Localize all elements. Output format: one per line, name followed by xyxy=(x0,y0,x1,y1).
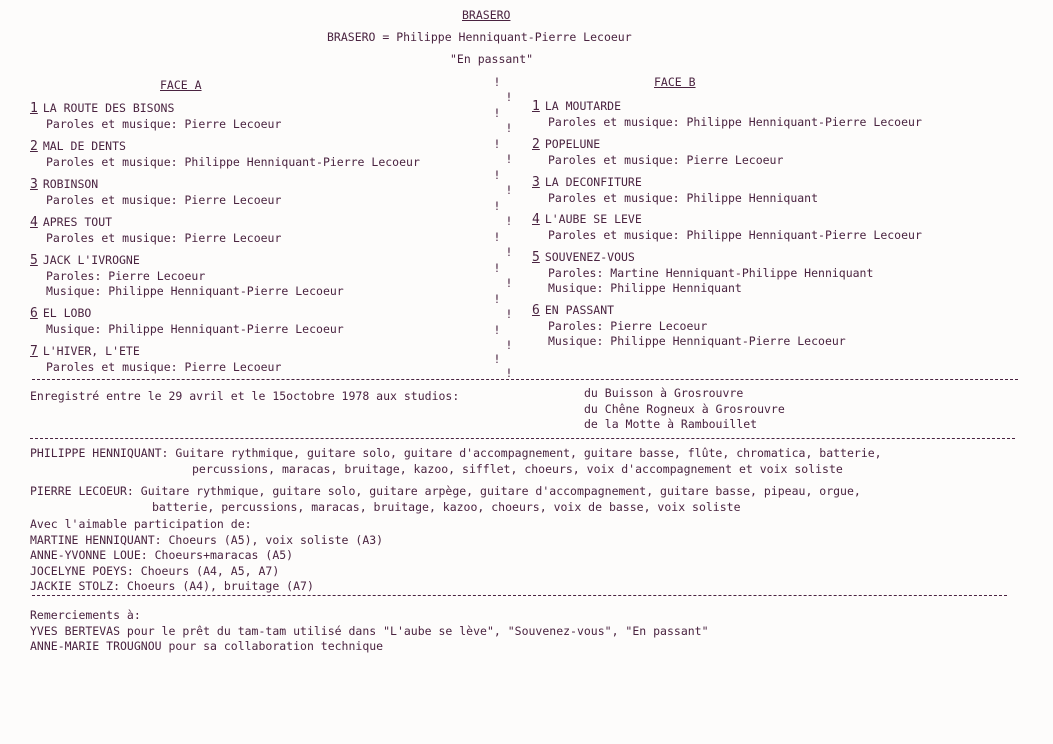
column-divider-mark: ! xyxy=(493,137,501,151)
recording-dates: Enregistré entre le 29 avril et le 15octobre 1978 aux studios: xyxy=(30,389,460,403)
track-credit: Paroles et musique: Pierre Lecoeur xyxy=(46,230,282,245)
column-divider-mark: ! xyxy=(505,121,513,135)
dashed-divider xyxy=(32,595,1007,596)
column-divider-mark: ! xyxy=(493,106,501,120)
column-divider-mark: ! xyxy=(505,214,513,228)
track-number: 3 xyxy=(30,177,38,192)
track-credit: Paroles et musique: Pierre Lecoeur xyxy=(46,359,282,374)
track-b6 xyxy=(532,303,846,350)
track-number: 6 xyxy=(532,303,540,318)
track-a4 xyxy=(30,215,281,246)
column-divider-mark: ! xyxy=(493,323,501,337)
track-a3 xyxy=(30,177,281,208)
thanks-line: YVES BERTEVAS pour le prêt du tam-tam utilisé dans "L'aube se lève", "Souvenez-vous", "En passant" xyxy=(30,623,709,638)
track-credit: Paroles et musique: Philippe Henniquant-Pierre Lecoeur xyxy=(46,154,420,169)
track-a7 xyxy=(30,344,281,375)
track-a6 xyxy=(30,306,344,337)
column-divider-mark: ! xyxy=(505,307,513,321)
musician-pierre xyxy=(30,484,861,515)
track-number: 4 xyxy=(532,212,540,227)
musician-line: PHILIPPE HENNIQUANT: Guitare rythmique, guitare solo, guitare d'accompagnement, guitare basse, flûte, chromatica, batterie, xyxy=(30,446,882,460)
album-title: "En passant" xyxy=(450,52,534,66)
guest-line: MARTINE HENNIQUANT: Choeurs (A5), voix soliste (A3) xyxy=(30,532,384,547)
members-line: BRASERO = Philippe Henniquant-Pierre Lecoeur xyxy=(327,30,632,44)
track-credit: Musique: Philippe Henniquant xyxy=(548,281,742,295)
column-divider-mark: ! xyxy=(505,152,513,166)
face-b-title: FACE B xyxy=(654,75,696,89)
column-divider-mark: ! xyxy=(493,199,501,213)
track-title: EL LOBO xyxy=(42,306,92,320)
column-divider-mark: ! xyxy=(505,90,513,104)
track-a2 xyxy=(30,139,420,170)
track-number: 1 xyxy=(30,101,38,116)
thanks-line: Remerciements à: xyxy=(30,608,141,622)
track-number: 2 xyxy=(30,139,38,154)
track-number: 1 xyxy=(532,99,540,114)
track-title: LA ROUTE DES BISONS xyxy=(42,101,175,115)
studio-name: du Chêne Rogneux à Grosrouvre xyxy=(584,401,785,416)
column-divider-mark: ! xyxy=(493,168,501,182)
track-title: APRES TOUT xyxy=(42,215,113,229)
column-divider-mark: ! xyxy=(505,276,513,290)
column-divider-mark: ! xyxy=(505,183,513,197)
track-title: ROBINSON xyxy=(42,177,99,191)
track-number: 2 xyxy=(532,137,540,152)
track-number: 3 xyxy=(532,175,540,190)
track-credit: Musique: Philippe Henniquant-Pierre Lecoeur xyxy=(548,334,846,348)
column-divider-mark: ! xyxy=(493,261,501,275)
track-title: LA MOUTARDE xyxy=(544,99,621,113)
track-credit: Musique: Philippe Henniquant-Pierre Lecoeur xyxy=(46,284,344,298)
track-credit: Paroles et musique: Philippe Henniquant-Pierre Lecoeur xyxy=(548,114,922,129)
musician-philippe xyxy=(30,446,882,477)
dashed-divider xyxy=(32,379,1018,380)
dashed-divider xyxy=(30,438,1015,439)
track-title: SOUVENEZ-VOUS xyxy=(544,250,635,264)
track-b5 xyxy=(532,250,873,297)
band-name: BRASERO xyxy=(462,8,511,22)
track-credit: Paroles et musique: Philippe Henniquant xyxy=(548,190,819,205)
guest-line: ANNE-YVONNE LOUE: Choeurs+maracas (A5) xyxy=(30,548,294,562)
musician-line: PIERRE LECOEUR: Guitare rythmique, guitare solo, guitare arpège, guitare d'accompagnement, guitare basse, pipeau, orgue, xyxy=(30,484,861,498)
musician-line: percussions, maracas, bruitage, kazoo, sifflet, choeurs, voix d'accompagnement et voix soliste xyxy=(192,461,843,476)
face-a-title: FACE A xyxy=(160,78,202,92)
track-title: MAL DE DENTS xyxy=(42,139,126,153)
guest-line: JOCELYNE POEYS: Choeurs (A4, A5, A7) xyxy=(30,563,280,578)
track-credit: Paroles: Martine Henniquant-Philippe Henniquant xyxy=(548,265,874,280)
column-divider-mark: ! xyxy=(493,352,501,366)
column-divider-mark: ! xyxy=(493,75,501,89)
track-credit: Paroles: Pierre Lecoeur xyxy=(548,318,708,333)
musician-line: batterie, percussions, maracas, bruitage, kazoo, choeurs, voix de basse, voix soliste xyxy=(152,499,741,514)
track-credit: Musique: Philippe Henniquant-Pierre Lecoeur xyxy=(46,321,344,336)
track-title: L'HIVER, L'ETE xyxy=(42,344,140,358)
track-title: JACK L'IVROGNE xyxy=(42,253,140,267)
track-credit: Paroles: Pierre Lecoeur xyxy=(46,268,206,283)
guest-list xyxy=(30,517,383,595)
guest-line: JACKIE STOLZ: Choeurs (A4), bruitage (A7) xyxy=(30,579,314,593)
track-b4 xyxy=(532,212,922,243)
track-credit: Paroles et musique: Pierre Lecoeur xyxy=(46,192,282,207)
track-credit: Paroles et musique: Pierre Lecoeur xyxy=(548,152,784,167)
track-number: 7 xyxy=(30,344,38,359)
track-number: 5 xyxy=(30,253,38,268)
track-number: 5 xyxy=(532,250,540,265)
thanks-line: ANNE-MARIE TROUGNOU pour sa collaboration technique xyxy=(30,639,384,653)
column-divider-mark: ! xyxy=(505,338,513,352)
track-b3 xyxy=(532,175,818,206)
column-divider-mark: ! xyxy=(505,366,513,380)
track-number: 6 xyxy=(30,306,38,321)
track-title: EN PASSANT xyxy=(544,303,615,317)
track-a5 xyxy=(30,253,344,300)
guest-line: Avec l'aimable participation de: xyxy=(30,517,252,531)
column-divider-mark: ! xyxy=(493,230,501,244)
track-b1 xyxy=(532,99,922,130)
column-divider-mark: ! xyxy=(505,245,513,259)
column-divider-mark: ! xyxy=(493,292,501,306)
track-number: 4 xyxy=(30,215,38,230)
studio-name: du Buisson à Grosrouvre xyxy=(584,386,744,400)
track-title: LA DECONFITURE xyxy=(544,175,642,189)
thanks-block xyxy=(30,608,709,655)
track-credit: Paroles et musique: Philippe Henniquant-Pierre Lecoeur xyxy=(548,227,922,242)
track-a1 xyxy=(30,101,281,132)
track-credit: Paroles et musique: Pierre Lecoeur xyxy=(46,116,282,131)
studio-name: de la Motte à Rambouillet xyxy=(584,417,758,431)
track-title: L'AUBE SE LEVE xyxy=(544,212,642,226)
studio-list xyxy=(584,386,785,433)
track-b2 xyxy=(532,137,783,168)
track-title: POPELUNE xyxy=(544,137,601,151)
